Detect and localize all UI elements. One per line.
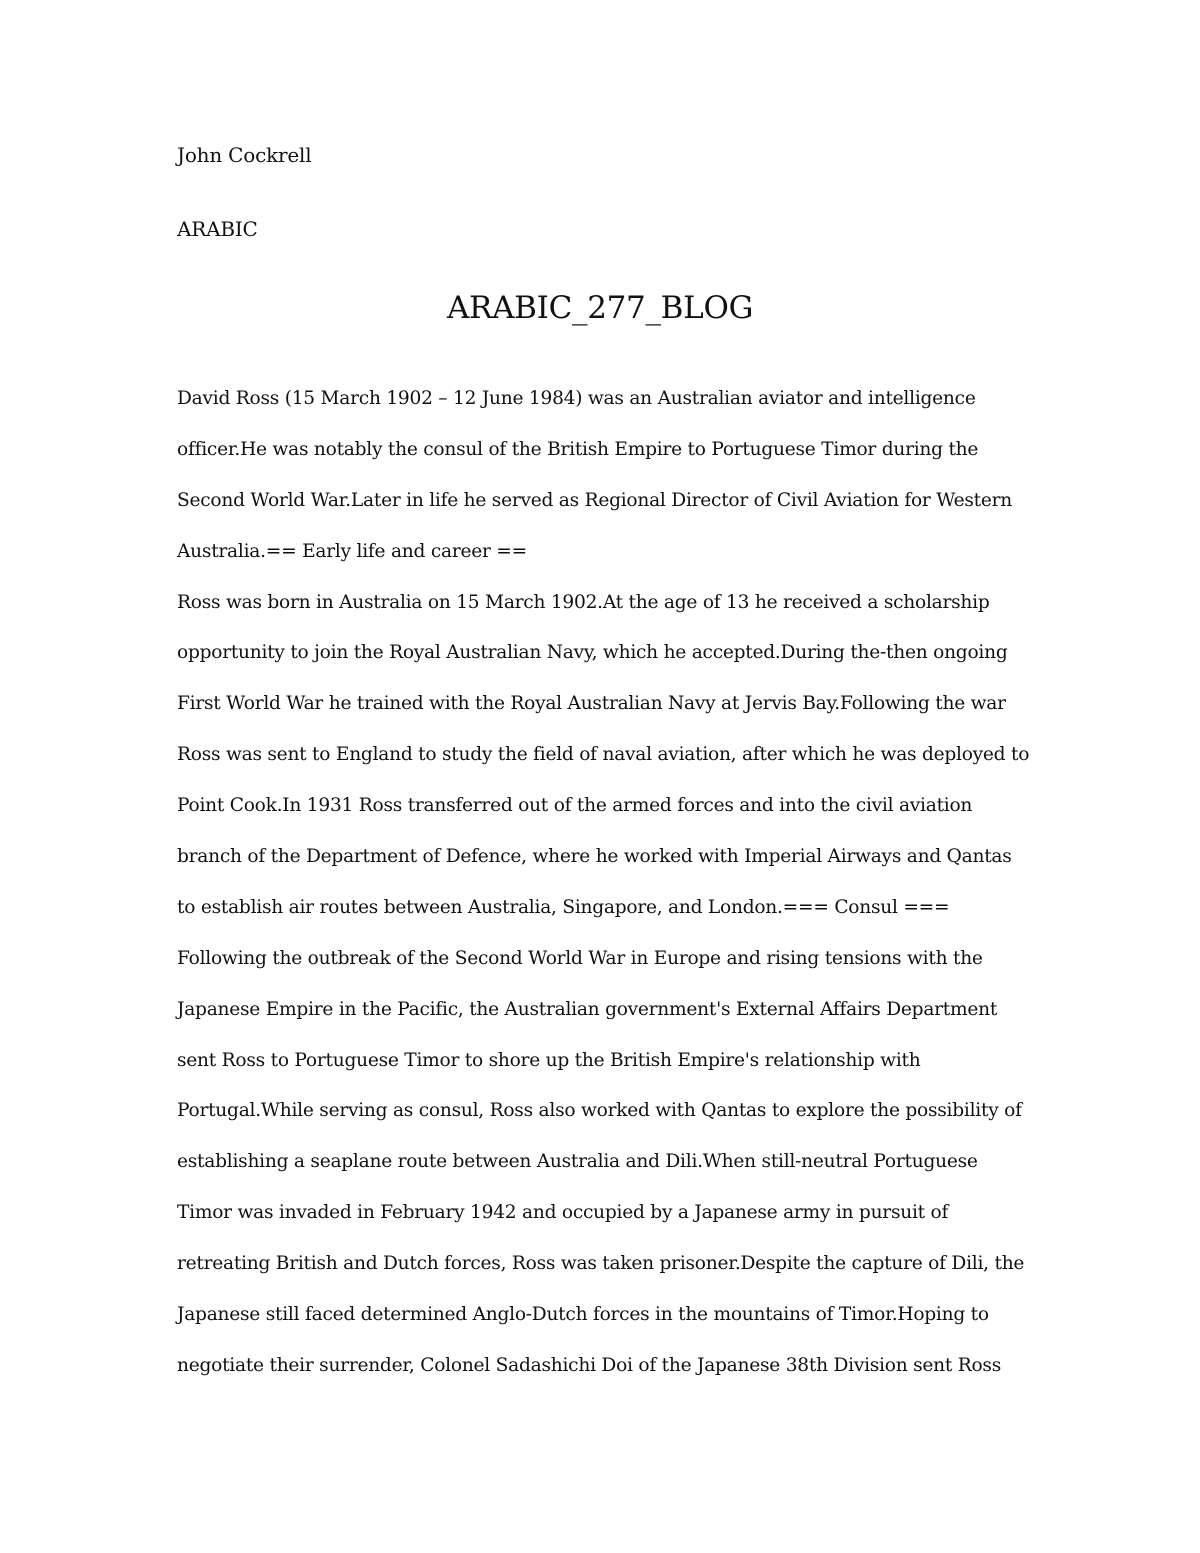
- body-text: [177, 384, 1037, 1402]
- body-line: Timor was invaded in February 1942 and occupied by a Japanese army in pursuit of: [177, 1202, 949, 1224]
- document-title: ARABIC_277_BLOG: [446, 290, 754, 326]
- body-line: Ross was sent to England to study the field of naval aviation, after which he was deployed to: [177, 744, 1030, 766]
- body-line: establishing a seaplane route between Australia and Dili.When still-neutral Portuguese: [177, 1151, 978, 1173]
- body-line: First World War he trained with the Royal Australian Navy at Jervis Bay.Following the war: [177, 693, 1006, 715]
- body-line: branch of the Department of Defence, where he worked with Imperial Airways and Qantas: [177, 846, 1012, 868]
- body-line: negotiate their surrender, Colonel Sadashichi Doi of the Japanese 38th Division sent Ross: [177, 1354, 1002, 1376]
- body-line: retreating British and Dutch forces, Ross was taken prisoner.Despite the capture of Dili, the: [177, 1253, 1025, 1275]
- body-line: opportunity to join the Royal Australian Navy, which he accepted.During the-then ongoing: [177, 642, 1008, 664]
- body-line: to establish air routes between Australia, Singapore, and London.=== Consul ===: [177, 896, 950, 918]
- body-line: Following the outbreak of the Second World War in Europe and rising tensions with the: [177, 947, 983, 969]
- body-line: Ross was born in Australia on 15 March 1902.At the age of 13 he received a scholarship: [177, 591, 990, 613]
- author-name: John Cockrell: [177, 143, 312, 167]
- body-line: sent Ross to Portuguese Timor to shore up the British Empire's relationship with: [177, 1049, 921, 1071]
- body-line: Australia.== Early life and career ==: [177, 540, 527, 562]
- body-line: Japanese still faced determined Anglo-Dutch forces in the mountains of Timor.Hoping to: [177, 1304, 989, 1326]
- body-line: officer.He was notably the consul of the British Empire to Portuguese Timor during the: [177, 438, 979, 460]
- body-line: Japanese Empire in the Pacific, the Australian government's External Affairs Department: [177, 998, 998, 1020]
- body-line: Portugal.While serving as consul, Ross also worked with Qantas to explore the possibility of: [177, 1100, 1022, 1122]
- course-name: ARABIC: [177, 217, 258, 241]
- body-line: David Ross (15 March 1902 – 12 June 1984) was an Australian aviator and intelligence: [177, 388, 976, 409]
- body-line: Point Cook.In 1931 Ross transferred out of the armed forces and into the civil aviation: [177, 795, 973, 817]
- body-line: Second World War.Later in life he served as Regional Director of Civil Aviation for Western: [177, 489, 1012, 511]
